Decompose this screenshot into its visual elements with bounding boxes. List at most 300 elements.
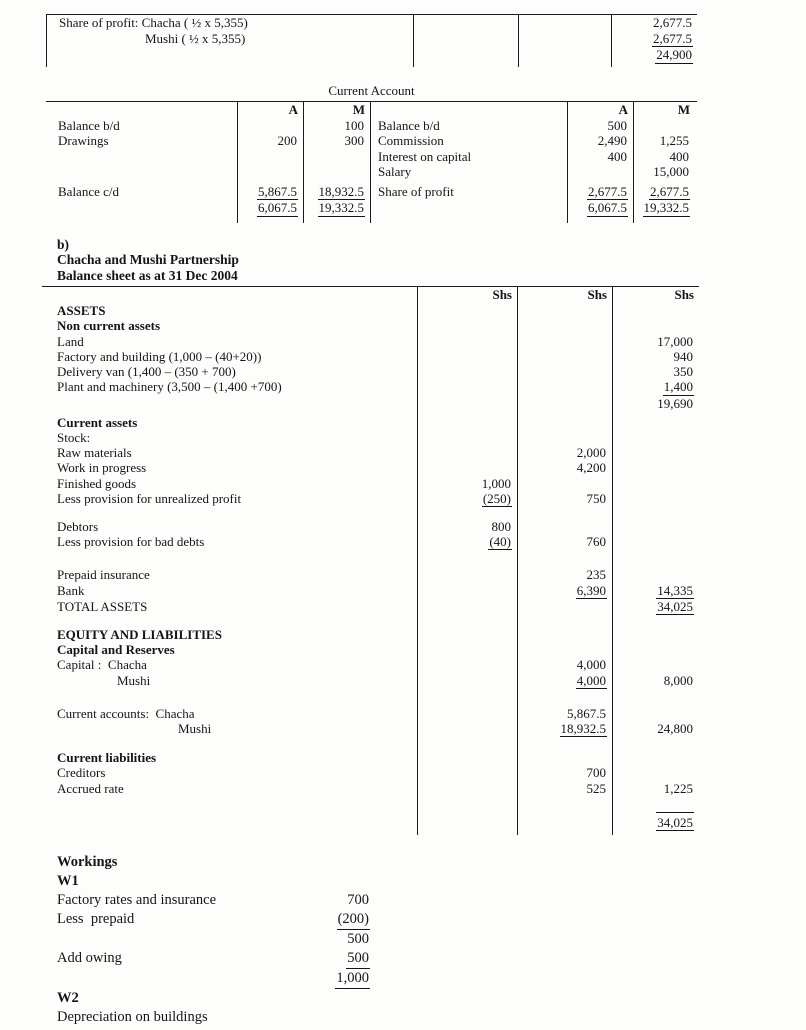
amount-cell [612,812,699,831]
pad-cell [567,217,633,223]
underlined-amount: 4,000 [576,672,606,688]
pad-cell [518,64,611,67]
amount-cell [611,31,698,48]
table-row [47,47,697,64]
amount-cell [417,750,517,765]
amount: 1,255 [659,133,689,148]
currency-header-col1: Shs [417,287,517,303]
row-label: Land [57,333,84,349]
pad-cell [413,64,518,67]
debit-entry-label: Drawings [58,133,109,148]
row-label: Finished goods [57,475,137,491]
amount-cell [517,706,612,721]
pad-cell [612,689,699,706]
amount-cell [612,491,699,507]
table-row [42,445,699,460]
amount-cell [417,476,517,491]
amount-cell [237,200,303,217]
current-account-title: Current Account [328,82,415,98]
amount-cell [303,133,370,149]
pad-cell [612,507,699,519]
amount-cell [517,476,612,491]
amount-cell [417,364,517,379]
table-pad-row [42,689,699,706]
table-row [42,415,699,430]
amount-cell [517,781,612,796]
amount-cell [417,534,517,550]
amount: 940 [673,348,693,364]
amount-cell [413,47,518,64]
amount-cell [612,781,699,796]
underlined-amount: 14,335 [657,582,693,598]
table-row [42,781,699,796]
amount-cell [237,180,303,201]
amount-cell [303,180,370,201]
current-account-header-row [46,102,697,118]
row-label [42,396,417,411]
pad-cell [237,217,303,223]
underlined-amount: 24,900 [656,47,692,62]
workings-heading: Workings [57,853,118,870]
table-row [42,318,699,333]
pad-cell [47,64,413,67]
underlined-amount: 34,025 [656,812,694,831]
header-spacer [370,102,567,118]
amount-cell [517,396,612,411]
table-row [42,476,699,491]
balance-sheet-heading [57,237,806,284]
amount: 700 [347,891,369,908]
pad-cell [417,507,517,519]
workings-label: Less prepaid [57,910,135,927]
row-label: Factory and building (1,000 – (40+20)) [57,348,262,364]
row-label: Creditors [57,765,106,781]
amount-cell [518,47,611,64]
table-row [42,706,699,721]
workings-amount-cell [307,969,370,989]
amount-cell [517,765,612,780]
workings-amount-cell [307,930,370,949]
amount: 8,000 [663,672,693,688]
amount-cell [633,200,695,217]
amount-cell [517,519,612,534]
currency-header-col2: Shs [517,287,612,303]
amount-cell [417,706,517,721]
amount-cell [612,657,699,672]
amount-cell [612,334,699,349]
table-row [42,673,699,689]
row-label: Stock: [57,429,91,445]
row-label: Delivery van (1,400 – (350 + 700) [57,364,236,380]
table-row [46,149,697,165]
amount-cell [612,627,699,642]
amount-cell [303,149,370,165]
amount-cell [417,349,517,364]
amount-cell [517,673,612,689]
underlined-amount: 19,332.5 [318,200,364,215]
table-row [46,118,697,134]
amount-cell [413,31,518,48]
debit-entry-label: Balance b/d [58,117,120,133]
amount-cell [612,519,699,534]
underlined-amount: 6,390 [576,582,606,598]
profit-share-table [46,14,697,67]
workings-amount-cell [307,910,370,930]
row-label: Less provision for unrealized profit [57,490,242,506]
row-label: Share of profit: Chacha ( ½ x 5,355) [59,15,248,30]
amount-cell [303,118,370,134]
amount-cell [517,642,612,657]
table-pad-row [42,550,699,567]
table-row [42,721,699,737]
amount-cell [517,364,612,379]
table-row [42,534,699,550]
table-pad-row [42,507,699,519]
amount-cell [417,334,517,349]
amount-cell [612,349,699,364]
amount-cell [413,15,518,31]
amount-cell [567,164,633,180]
amount: 235 [586,567,606,583]
pad-cell [517,689,612,706]
amount: 24,800 [657,720,693,736]
row-label: Accrued rate [57,780,124,796]
amount-cell [417,657,517,672]
pad-cell [42,737,417,750]
underlined-amount: 2,677.5 [650,183,689,199]
row-label: ASSETS [57,303,106,319]
pad-cell [517,796,612,812]
amount-cell [517,491,612,507]
row-label: Work in progress [57,460,147,476]
pad-cell [303,217,370,223]
amount-cell [517,430,612,445]
amount-cell [417,430,517,445]
amount-cell [237,164,303,180]
pad-cell [42,550,417,567]
table-pad-row [47,64,697,67]
amount-cell [417,379,517,395]
amount-cell [612,415,699,430]
amount: 200 [277,133,297,148]
amount-cell [567,118,633,134]
amount-cell [517,334,612,349]
amount-cell [612,750,699,765]
balance-sheet-title: Balance sheet as at 31 Dec 2004 [57,267,238,283]
workings-label: Add owing [57,949,122,966]
pad-cell [612,796,699,812]
table-row [42,519,699,534]
currency-header-col3: Shs [612,287,699,303]
table-row [46,133,697,149]
amount-cell [517,750,612,765]
table-row [42,567,699,582]
row-label: Non current assets [57,318,161,334]
credit-entry-label: Salary [370,164,567,180]
amount-cell [417,415,517,430]
underlined-amount: 2,677.5 [653,30,692,46]
header-spacer [42,287,417,303]
amount-cell [612,445,699,460]
row-label: EQUITY AND LIABILITIES [57,626,222,642]
amount-cell [417,567,517,582]
amount-cell [612,460,699,475]
amount: 2,000 [576,445,606,461]
table-row [42,627,699,642]
amount-cell [612,364,699,379]
amount-cell [303,164,370,180]
table-row [42,349,699,364]
row-label: Current accounts: Chacha [57,705,195,721]
amount-cell [612,673,699,689]
row-label: Current assets [57,414,138,430]
credit-entry-label: Interest on capital [370,149,567,165]
pad-cell [42,507,417,519]
underlined-amount: 2,677.5 [588,183,627,199]
table-row [47,31,697,48]
pad-cell [42,831,417,835]
amount-cell [612,599,699,615]
table-row [46,200,697,217]
amount: 1,225 [663,780,693,796]
amount: 500 [607,117,627,133]
w1-label: W1 [57,872,79,889]
amount: 300 [344,133,364,148]
workings-amount-cell [307,891,370,910]
amount-cell [517,349,612,364]
amount-cell [237,149,303,165]
amount-cell [612,567,699,582]
pad-cell [611,64,698,67]
debit-column-m-header: M [303,102,370,118]
underlined-amount: 1,400 [663,379,693,395]
amount-cell [417,642,517,657]
w2-label: W2 [57,989,79,1006]
amount-cell [417,721,517,737]
table-row [42,396,699,411]
table-row [42,583,699,599]
amount: 4,000 [576,657,606,673]
amount-cell [611,47,698,64]
pad-cell [46,217,237,223]
amount-cell [417,318,517,333]
amount-cell [633,164,695,180]
table-row [42,765,699,780]
credit-column-a-header: A [567,102,633,118]
pad-cell [517,831,612,835]
pad-cell [517,507,612,519]
pad-cell [517,615,612,627]
workings-row [57,930,370,949]
amount-cell [417,519,517,534]
amount-cell [612,706,699,721]
section-label: b) [57,236,70,252]
underlined-amount: 6,067.5 [258,200,297,215]
amount: 760 [586,534,606,550]
amount-cell [612,765,699,780]
table-row [42,657,699,672]
amount-cell [567,149,633,165]
amount-cell [517,567,612,582]
table-row [46,164,697,180]
row-label: Mushi [117,672,151,688]
amount: 750 [586,490,606,506]
row-label: Raw materials [57,445,132,461]
w1-rows [57,891,806,989]
workings-row [57,949,370,969]
row-label: Prepaid insurance [57,567,150,583]
table-row [42,750,699,765]
pad-cell [417,689,517,706]
amount-cell [517,599,612,615]
amount: 800 [491,518,511,534]
pad-cell [42,615,417,627]
table-row [42,599,699,615]
amount-cell [612,303,699,318]
amount: 19,690 [657,395,693,411]
workings-section [57,853,806,1027]
underlined-amount: 18,932.5 [560,720,606,736]
table-pad-row [42,615,699,627]
pad-cell [370,217,567,223]
row-label: Capital : Chacha [57,657,147,673]
credit-entry-label: Balance b/d [370,118,567,134]
current-account-table [46,101,697,223]
underlined-amount: 1,000 [335,969,370,989]
pad-cell [517,737,612,750]
amount: 700 [586,765,606,781]
row-label: Less provision for bad debts [57,534,205,550]
debit-entry-label [46,149,237,165]
table-row [42,812,699,831]
underlined-amount: (250) [482,490,511,506]
amount-cell [633,133,695,149]
amount-cell [237,118,303,134]
amount-cell [517,415,612,430]
amount: 525 [586,780,606,796]
amount-cell [517,721,612,737]
amount: 400 [607,148,627,164]
pad-cell [612,831,699,835]
underlined-amount: 34,025 [657,598,693,614]
row-label: Plant and machinery (3,500 – (1,400 +700) [57,379,282,395]
credit-entry-label: Share of profit [370,180,567,201]
amount-cell [612,642,699,657]
balance-sheet-header-row [42,287,699,303]
underlined-amount: (40) [489,534,511,550]
amount-cell [517,445,612,460]
amount-cell [417,599,517,615]
amount-cell [517,812,612,831]
pad-cell [417,550,517,567]
workings-row [57,910,370,930]
pad-cell [612,737,699,750]
amount-cell [417,781,517,796]
row-label: TOTAL ASSETS [57,598,148,614]
underlined-amount: 5,867.5 [258,183,297,199]
row-label: Capital and Reserves [57,642,175,658]
pad-cell [517,550,612,567]
amount-cell [612,721,699,737]
balance-sheet-table [42,286,699,835]
debit-entry-label [46,164,237,180]
amount: 400 [669,148,689,164]
amount-cell [518,15,611,31]
amount: 15,000 [653,164,689,179]
table-row [42,642,699,657]
header-spacer [46,102,237,118]
amount: 2,677.5 [653,15,692,30]
row-label: Mushi ( ½ x 5,355) [145,30,246,46]
underlined-amount: 18,932.5 [318,183,364,199]
pad-cell [633,217,695,223]
amount-cell [612,396,699,411]
amount: 350 [673,364,693,380]
pad-cell [612,615,699,627]
underlined-amount: (200) [337,910,370,930]
w2-text: Depreciation on buildings [57,1008,208,1025]
table-row [46,180,697,201]
amount-cell [237,133,303,149]
credit-column-m-header: M [633,102,695,118]
amount-cell [517,379,612,395]
amount-cell [417,303,517,318]
amount-cell [633,149,695,165]
amount-cell [517,460,612,475]
row-label: Current liabilities [57,750,157,766]
workings-row [57,891,370,910]
amount-cell [417,765,517,780]
table-row [47,15,697,31]
row-label: Mushi [178,720,212,736]
underlined-amount: 19,332.5 [643,200,689,215]
amount-cell [417,491,517,507]
credit-entry-label [370,200,567,217]
row-label [47,47,413,64]
row-label: Debtors [57,518,99,534]
amount: 2,490 [597,133,627,148]
amount-cell [612,534,699,550]
amount-cell [417,460,517,475]
table-pad-row [42,831,699,835]
table-row [42,430,699,445]
amount-cell [417,396,517,411]
pad-cell [417,831,517,835]
amount-cell [417,673,517,689]
workings-amount-cell [307,949,370,969]
amount: 1,000 [481,475,511,491]
pad-cell [417,615,517,627]
row-label [42,812,417,831]
amount-cell [517,318,612,333]
amount-cell [517,303,612,318]
amount: 4,200 [576,460,606,476]
debit-entry-label [46,200,237,217]
workings-label: Factory rates and insurance [57,891,217,908]
workings-label [57,969,307,989]
amount: 500 [347,930,369,947]
amount-cell [303,200,370,217]
debit-column-a-header: A [237,102,303,118]
debit-entry-label: Balance c/d [58,183,119,199]
pad-cell [42,796,417,812]
amount-cell [417,583,517,599]
table-pad-row [42,737,699,750]
pad-cell [42,689,417,706]
amount-cell [633,118,695,134]
table-pad-row [46,217,697,223]
workings-label [57,930,307,949]
